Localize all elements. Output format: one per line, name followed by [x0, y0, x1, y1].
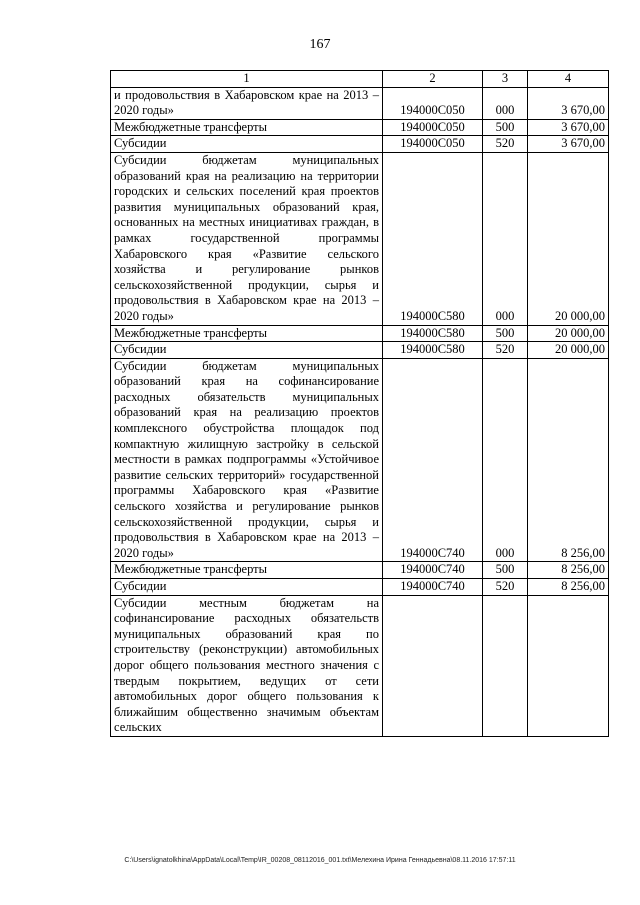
row-code-cell: 194000С580	[383, 152, 483, 325]
table-row	[111, 87, 609, 119]
row-name-cell: Субсидии местным бюджетам на софинансирование расходных обязательств муниципальных образований края по строительству (реконструкции) автомобильных дорог общего пользования местного значения с твердым покрытием, ведущих от сети автомобильных дорог общего пользования к ближайшим общественно значимым объектам сельских	[111, 595, 383, 736]
row-code-cell: 194000С050	[383, 119, 483, 136]
header-cell-3: 3	[483, 71, 528, 88]
row-amount-cell: 20 000,00	[528, 342, 609, 359]
row-amount-cell: 8 256,00	[528, 358, 609, 562]
row-subcode-cell: 500	[483, 325, 528, 342]
table-row	[111, 562, 609, 579]
row-code-cell: 194000С740	[383, 579, 483, 596]
row-amount-cell: 8 256,00	[528, 562, 609, 579]
table-row	[111, 342, 609, 359]
table-row	[111, 325, 609, 342]
header-cell-2: 2	[383, 71, 483, 88]
row-code-cell	[383, 595, 483, 736]
table-row	[111, 119, 609, 136]
row-amount-cell: 3 670,00	[528, 119, 609, 136]
row-code-cell: 194000С580	[383, 325, 483, 342]
row-code-cell: 194000С050	[383, 136, 483, 153]
file-path-footer: C:\Users\ignatolkhina\AppData\Local\Temp\IR_00208_08112016_001.txt\Мелехина Ирина Геннадьевна\08.11.2016 17:57:11	[124, 857, 516, 864]
row-code-cell: 194000С740	[383, 562, 483, 579]
row-name-cell: Межбюджетные трансферты	[111, 325, 383, 342]
row-subcode-cell: 520	[483, 579, 528, 596]
row-subcode-cell: 500	[483, 562, 528, 579]
row-amount-cell: 3 670,00	[528, 87, 609, 119]
row-subcode-cell: 000	[483, 152, 528, 325]
header-cell-4: 4	[528, 71, 609, 88]
row-name-cell: Субсидии	[111, 579, 383, 596]
row-amount-cell: 8 256,00	[528, 579, 609, 596]
row-name-cell: и продовольствия в Хабаровском крае на 2013 – 2020 годы»	[111, 87, 383, 119]
header-cell-1: 1	[111, 71, 383, 88]
row-subcode-cell: 520	[483, 342, 528, 359]
row-name-cell: Межбюджетные трансферты	[111, 119, 383, 136]
table-row	[111, 136, 609, 153]
row-amount-cell	[528, 595, 609, 736]
page-number: 167	[309, 37, 331, 52]
row-name-cell: Субсидии бюджетам муниципальных образований края на реализацию на территории городских и сельских поселений края проектов развития муниципальных образований края, основанных на местных инициативах граждан, в рамках государственной программы Хабаровского края «Развитие сельского хозяйства и регулирование рынков сельскохозяйственной продукции, сырья и продовольствия в Хабаровском крае на 2013 – 2020 годы»	[111, 152, 383, 325]
row-code-cell: 194000С050	[383, 87, 483, 119]
row-name-cell: Субсидии	[111, 136, 383, 153]
table-row	[111, 579, 609, 596]
row-code-cell: 194000С740	[383, 358, 483, 562]
row-subcode-cell: 500	[483, 119, 528, 136]
budget-table	[110, 70, 609, 737]
row-subcode-cell: 520	[483, 136, 528, 153]
row-code-cell: 194000С580	[383, 342, 483, 359]
row-amount-cell: 20 000,00	[528, 325, 609, 342]
row-amount-cell: 3 670,00	[528, 136, 609, 153]
row-amount-cell: 20 000,00	[528, 152, 609, 325]
row-name-cell: Межбюджетные трансферты	[111, 562, 383, 579]
table-header-row	[111, 71, 609, 88]
row-name-cell: Субсидии	[111, 342, 383, 359]
row-subcode-cell: 000	[483, 358, 528, 562]
table-row	[111, 595, 609, 736]
table-row	[111, 152, 609, 325]
row-subcode-cell	[483, 595, 528, 736]
row-name-cell: Субсидии бюджетам муниципальных образований края на софинансирование расходных обязательств муниципальных образований края на реализацию проектов комплексного обустройства площадок под компактную жилищную застройку в сельской местности в рамках подпрограммы «Устойчивое развитие сельских территорий» государственной программы Хабаровского края «Развитие сельского хозяйства и регулирование рынков сельскохозяйственной продукции, сырья и продовольствия в Хабаровском крае на 2013 – 2020 годы»	[111, 358, 383, 562]
table-row	[111, 358, 609, 562]
row-subcode-cell: 000	[483, 87, 528, 119]
